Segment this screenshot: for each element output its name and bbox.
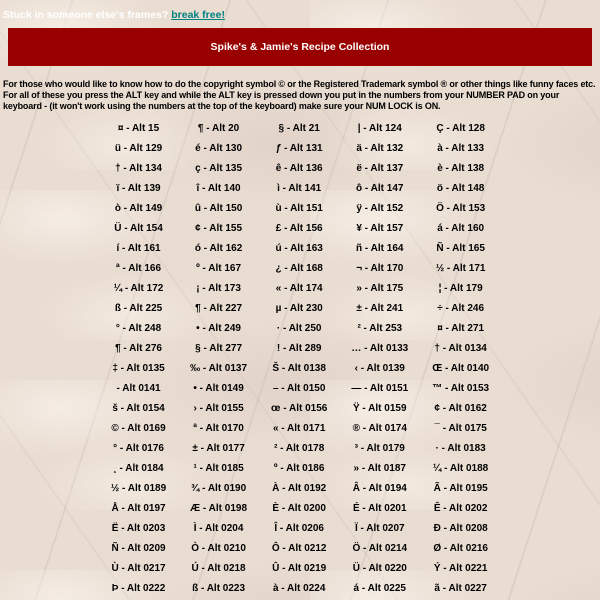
alt-code-cell: ù - Alt 151 [275,203,323,214]
alt-code-cell: ¾ - Alt 0190 [190,483,247,494]
alt-code-row [99,179,501,199]
alt-code-cell: ¹ - Alt 0185 [193,463,244,474]
alt-code-cell: Î - Alt 0206 [274,523,324,534]
alt-code-row [99,159,501,179]
alt-code-cell: È - Alt 0200 [272,503,326,514]
alt-code-cell: ¼ - Alt 172 [113,283,164,294]
alt-code-cell: Ñ - Alt 165 [436,243,485,254]
alt-code-cell: ¥ - Alt 157 [356,223,404,234]
alt-code-row [99,379,501,399]
alt-code-cell: ° - Alt 0176 [113,443,164,454]
alt-code-cell: ß - Alt 0223 [192,583,246,594]
alt-code-cell: † - Alt 134 [115,163,162,174]
alt-codes-table-body [99,119,501,599]
alt-code-cell: ‹ - Alt 0139 [354,363,405,374]
alt-code-row [99,499,501,519]
alt-code-row [99,459,501,479]
alt-code-cell: Þ - Alt 0222 [111,583,166,594]
alt-code-cell: Ñ - Alt 0209 [111,543,166,554]
alt-code-cell: ç - Alt 135 [195,163,243,174]
alt-code-cell: ± - Alt 241 [356,303,404,314]
alt-code-cell: ó - Alt 162 [194,243,243,254]
alt-code-cell: ò - Alt 149 [114,203,163,214]
alt-code-cell: ¢ - Alt 0162 [434,403,487,414]
alt-code-cell: – - Alt 0150 [272,383,326,394]
alt-code-cell: è - Alt 138 [437,163,485,174]
alt-code-cell: ¯ - Alt 0175 [434,423,487,434]
alt-code-row [99,519,501,539]
alt-code-cell: Ç - Alt 128 [436,123,485,134]
alt-code-cell: § - Alt 21 [278,123,320,134]
alt-code-cell: ™ - Alt 0153 [432,383,490,394]
alt-code-cell: ‡ - Alt 0135 [112,363,165,374]
alt-code-cell: Ì - Alt 0204 [193,523,244,534]
alt-code-cell: - Alt 0141 [116,383,161,394]
intro-text: For those who would like to know how to do the copyright symbol © or the Registered Trademark symbol ® or other things like funny faces etc. For all of these you press the ALT key and while the ALT key is pressed down you put in the numbers from your NUMBER PAD on your keyboard - (it won't work using the numbers at the top of the keyboard) make sure your NUM LOCK is ON. [3,79,596,111]
alt-code-row [99,399,501,419]
alt-code-cell: ! - Alt 289 [276,343,322,354]
alt-code-row [99,579,501,599]
alt-codes-table [99,119,501,599]
alt-code-cell: Š - Alt 0138 [272,363,326,374]
alt-code-cell: ÷ - Alt 246 [437,303,485,314]
alt-code-cell: | - Alt 124 [357,123,402,134]
alt-code-cell: ú - Alt 163 [275,243,323,254]
alt-code-cell: « - Alt 0171 [272,423,326,434]
alt-code-cell: £ - Alt 156 [275,223,323,234]
alt-code-cell: ¢ - Alt 155 [195,223,243,234]
alt-code-row [99,259,501,279]
alt-code-cell: ¡ - Alt 173 [196,283,241,294]
alt-code-cell: † - Alt 0134 [434,343,487,354]
alt-code-cell: ñ - Alt 164 [356,243,404,254]
alt-code-cell: ¶ - Alt 227 [195,303,243,314]
alt-code-row [99,299,501,319]
alt-code-row [99,539,501,559]
alt-code-cell: ¤ - Alt 271 [437,323,485,334]
alt-code-cell: ¸ - Alt 0184 [113,463,164,474]
alt-code-cell: ü - Alt 129 [114,143,163,154]
alt-code-cell: ¦ - Alt 179 [438,283,483,294]
alt-code-row [99,139,501,159]
alt-code-cell: Ò - Alt 0210 [191,543,246,554]
alt-code-cell: Æ - Alt 0198 [190,503,248,514]
alt-code-cell: Ö - Alt 0214 [352,543,408,554]
alt-code-cell: Ï - Alt 0207 [354,523,405,534]
alt-code-cell: é - Alt 130 [195,143,243,154]
alt-code-cell: ï - Alt 139 [116,183,161,194]
alt-code-cell: Ù - Alt 0217 [111,563,166,574]
alt-code-cell: ¶ - Alt 20 [197,123,240,134]
alt-code-cell: — - Alt 0151 [351,383,409,394]
alt-code-cell: ¶ - Alt 276 [115,343,162,354]
alt-code-cell: Ü - Alt 0220 [352,563,407,574]
alt-code-cell: ö - Alt 148 [436,183,485,194]
alt-code-cell: ä - Alt 132 [356,143,404,154]
alt-code-cell: » - Alt 175 [356,283,404,294]
alt-code-cell: Ê - Alt 0202 [433,503,488,514]
alt-code-cell: ³ - Alt 0179 [354,443,405,454]
alt-code-cell: Ü - Alt 154 [114,223,163,234]
alt-code-cell: î - Alt 140 [196,183,241,194]
alt-code-cell: ª - Alt 166 [116,263,162,274]
frames-notice-text: Stuck in someone else's frames? [3,9,169,21]
alt-code-row [99,219,501,239]
alt-code-cell: Ë - Alt 0203 [111,523,166,534]
alt-code-row [99,419,501,439]
alt-code-row [99,339,501,359]
alt-code-cell: Ô - Alt 0212 [271,543,327,554]
alt-code-cell: § - Alt 277 [195,343,243,354]
alt-code-cell: à - Alt 0224 [272,583,326,594]
alt-code-row [99,119,501,139]
alt-code-cell: à - Alt 133 [437,143,485,154]
alt-code-cell: Ã - Alt 0195 [433,483,488,494]
break-free-link[interactable]: break free! [171,9,225,21]
alt-code-cell: É - Alt 0201 [352,503,407,514]
alt-code-cell: ¼ - Alt 0188 [433,463,489,474]
alt-code-cell: Ð - Alt 0208 [433,523,488,534]
alt-code-cell: ² - Alt 253 [357,323,403,334]
alt-code-cell: • - Alt 249 [196,323,241,334]
alt-code-cell: « - Alt 174 [275,283,323,294]
alt-code-cell: © - Alt 0169 [111,423,166,434]
alt-code-cell: ² - Alt 0178 [274,443,325,454]
alt-code-row [99,279,501,299]
alt-code-cell: · - Alt 250 [276,323,322,334]
alt-code-cell: › - Alt 0155 [193,403,244,414]
alt-code-cell: œ - Alt 0156 [271,403,328,414]
alt-code-cell: ß - Alt 225 [114,303,163,314]
alt-code-cell: Â - Alt 0194 [352,483,407,494]
alt-code-cell: á - Alt 0225 [353,583,406,594]
alt-code-row [99,439,501,459]
alt-code-cell: ê - Alt 136 [275,163,323,174]
alt-code-cell: µ - Alt 230 [275,303,323,314]
alt-code-cell: ° - Alt 248 [115,323,162,334]
alt-code-cell: ë - Alt 137 [356,163,404,174]
alt-code-cell: » - Alt 0187 [353,463,406,474]
alt-code-row [99,239,501,259]
alt-code-cell: · - Alt 0183 [435,443,486,454]
page-title: Spike's & Jamie's Recipe Collection [210,41,390,53]
alt-code-cell: Å - Alt 0197 [111,503,166,514]
alt-code-cell: ½ - Alt 0189 [110,483,167,494]
alt-code-row [99,319,501,339]
alt-code-cell: • - Alt 0149 [193,383,244,394]
alt-code-cell: ì - Alt 141 [277,183,322,194]
alt-code-cell: Ö - Alt 153 [436,203,486,214]
alt-code-cell: Ý - Alt 0221 [433,563,488,574]
alt-code-cell: º - Alt 167 [196,263,242,274]
alt-code-cell: Ø - Alt 0216 [433,543,488,554]
alt-code-row [99,559,501,579]
alt-code-cell: ½ - Alt 171 [435,263,486,274]
alt-code-cell: ¿ - Alt 168 [275,263,323,274]
alt-code-row [99,359,501,379]
alt-code-cell: Ÿ - Alt 0159 [352,403,407,414]
alt-code-cell: ª - Alt 0170 [193,423,244,434]
alt-code-row [99,199,501,219]
alt-code-cell: º - Alt 0186 [273,463,325,474]
alt-code-cell: ô - Alt 147 [356,183,404,194]
frames-notice [0,0,600,21]
alt-code-cell: Œ - Alt 0140 [432,363,490,374]
alt-code-cell: Û - Alt 0219 [272,563,327,574]
alt-code-cell: ƒ - Alt 131 [275,143,323,154]
alt-code-cell: ÿ - Alt 152 [356,203,404,214]
alt-code-row [99,479,501,499]
alt-code-cell: À - Alt 0192 [272,483,327,494]
alt-code-cell: š - Alt 0154 [112,403,165,414]
alt-code-cell: Ú - Alt 0218 [191,563,246,574]
alt-code-cell: ¬ - Alt 170 [356,263,404,274]
alt-code-cell: í - Alt 161 [116,243,161,254]
alt-code-cell: ® - Alt 0174 [352,423,407,434]
alt-code-cell: ã - Alt 0227 [434,583,487,594]
alt-code-cell: ‰ - Alt 0137 [190,363,248,374]
alt-code-cell: á - Alt 160 [437,223,485,234]
alt-code-cell: ± - Alt 0177 [192,443,245,454]
alt-code-cell: ¤ - Alt 15 [117,123,160,134]
alt-code-cell: … - Alt 0133 [351,343,409,354]
title-banner [8,28,592,66]
alt-code-cell: û - Alt 150 [194,203,243,214]
